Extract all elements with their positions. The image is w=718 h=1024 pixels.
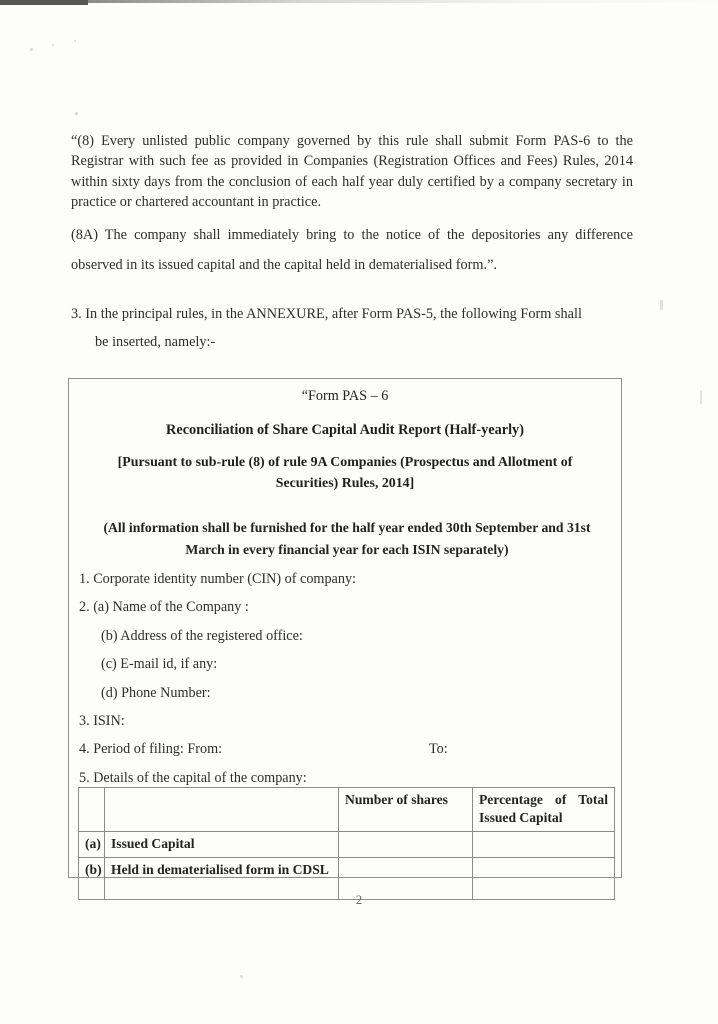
form-title-line-2: Reconciliation of Share Capital Audit Report (Half-yearly) — [166, 422, 524, 438]
form-title-line-3: [Pursuant to sub-rule (8) of rule 9A Companies (Prospectus and Allotment of Securities) Rules, 2014] — [117, 455, 573, 491]
paragraph-sub-rule-8: “(8) Every unlisted public company governed by this rule shall submit Form PAS-6 to the Registrar with such fee as provided in Companies (Registration Offices and Fees) Rules, 2014 within sixty days from the conclusion of each half year duly certified by a company secretary in practice or chartered accountant in practice. — [71, 133, 633, 211]
form-title-line-1: “Form PAS – 6 — [301, 388, 389, 404]
form-instruction-note: (All information shall be furnished for the half year ended 30th September and 31st March in every financial year for each ISIN separately) — [103, 520, 591, 557]
table-row — [79, 832, 615, 858]
table-cell-number-of-shares — [339, 832, 473, 858]
table-cell-percentage — [473, 832, 615, 858]
table-header-description — [105, 788, 339, 832]
table-header-row — [79, 788, 615, 832]
form-field-label: (d) Phone Number: — [101, 684, 211, 701]
paragraph-clause-3 — [71, 300, 633, 356]
form-title-block — [69, 385, 621, 494]
form-field-label: (b) Address of the registered office: — [101, 627, 303, 644]
form-field-cin — [79, 565, 619, 593]
form-field-label: 2. (a) Name of the Company : — [79, 599, 249, 616]
form-field-company-name — [79, 593, 619, 621]
table-cell-description: Held in dematerialised form in CDSL — [105, 857, 339, 899]
form-field-period-to-label: To: — [429, 741, 448, 758]
table-header-index — [79, 788, 105, 832]
form-field-email-id — [79, 650, 619, 678]
form-field-registered-office-address — [79, 622, 619, 650]
clause-3-line-2: be inserted, namely:- — [95, 334, 216, 350]
form-pas-6-box — [68, 378, 622, 878]
form-field-phone-number — [79, 679, 619, 707]
table-header-percentage-of-total-issued-capital: Percentage of Total Issued Capital — [473, 788, 615, 832]
page-number: 2 — [355, 892, 363, 907]
form-field-label: 5. Details of the capital of the company: — [79, 769, 307, 786]
table-cell-index: (a) — [79, 832, 105, 858]
clause-3-line-1: 3. In the principal rules, in the ANNEXURE, after Form PAS-5, the following Form shall — [71, 306, 582, 322]
form-field-label: (c) E-mail id, if any: — [101, 656, 218, 673]
form-field-label: 3. ISIN: — [79, 713, 125, 730]
form-field-list — [79, 565, 619, 792]
form-field-label: 4. Period of filing: From: — [79, 741, 223, 758]
table-header-number-of-shares: Number of shares — [339, 788, 473, 832]
form-field-period-of-filing — [79, 735, 619, 763]
table-cell-description: Issued Capital — [105, 832, 339, 858]
capital-details-table — [78, 787, 615, 900]
table-cell-index: (b) — [79, 857, 105, 899]
form-field-isin — [79, 707, 619, 735]
paragraph-sub-rule-8a: (8A) The company shall immediately bring to the notice of the depositories any difference observed in its issued capital and the capital held in dematerialised form.”. — [71, 227, 633, 273]
form-field-label: 1. Corporate identity number (CIN) of company: — [79, 571, 356, 587]
